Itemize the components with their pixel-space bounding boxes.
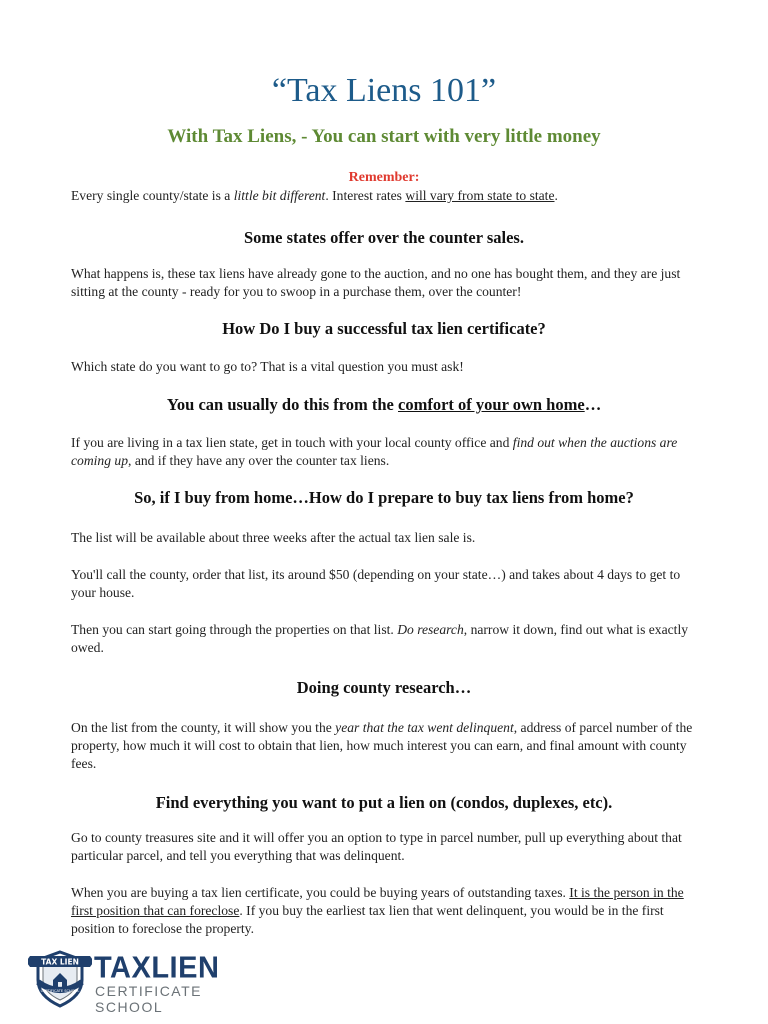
intro-paragraph: [71, 187, 699, 205]
paragraph-which-state: Which state do you want to go to? That is a vital question you must ask!: [71, 359, 464, 374]
paragraph-first-position: [71, 884, 699, 938]
paragraph-county-list: [71, 719, 699, 773]
paragraph-over-counter: What happens is, these tax liens have already gone to the auction, and no one has bought them, and they are just sitting at the county - ready for you to swoop in a purchase them, over the counter!: [71, 266, 681, 299]
logo-wordmark: TAXLIEN: [94, 951, 220, 985]
page-subtitle: With Tax Liens, - You can start with very little money: [167, 126, 601, 147]
paragraph-call-county: You'll call the county, order that list, its around $50 (depending on your state…) and takes about 4 days to get to your house.: [71, 567, 681, 600]
heading-underlined: comfort of your own home: [398, 395, 585, 414]
intro-text: .: [554, 188, 558, 203]
para-text: If you are living in a tax lien state, get in touch with your local county office and: [71, 435, 513, 450]
paragraph-do-research: [71, 621, 699, 657]
intro-underlined: will vary from state to state: [405, 188, 555, 203]
remember-label: Remember:: [348, 170, 420, 185]
para-text: , narrow it down, find out what is exactly owed.: [71, 622, 689, 655]
school-logo: [28, 946, 228, 1015]
logo-tagline: CERTIFICATE SCHOOL: [95, 983, 202, 1015]
paragraph-treasurer-site: Go to county treasures site and it will offer you an option to type in parcel number, pull up everything about that particular parcel, and tell you everything that was delinquent.: [71, 830, 682, 863]
para-underlined: It is the person in the first position that can foreclose: [71, 885, 684, 918]
para-emphasis: year that the tax went delinquent: [335, 720, 514, 735]
heading-text: (condos, duplexes, etc).: [450, 793, 613, 812]
heading-text: …: [584, 395, 602, 414]
paragraph-list-availability: The list will be available about three weeks after the actual tax lien sale is.: [71, 530, 476, 545]
para-text: , address of parcel number of the property, how much it will cost to obtain that lien, how much interest you can earn, and final amount with county fees.: [71, 720, 693, 771]
heading-text: You can usually do this from the: [166, 395, 399, 414]
logo-badge-icon: [28, 946, 92, 1010]
page-title: “Tax Liens 101”: [271, 72, 497, 109]
badge-arc-text: CERTIFICATE SCHOOL: [40, 989, 80, 993]
intro-text: Every single county/state is a: [71, 188, 234, 203]
heading-text: Find everything you want to put a lien on: [155, 793, 451, 812]
section-heading-over-counter: Some states offer over the counter sales.: [244, 228, 524, 247]
intro-text: . Interest rates: [325, 188, 406, 203]
para-text: Then you can start going through the properties on that list.: [71, 622, 398, 637]
section-heading-from-home: [0, 395, 768, 415]
section-heading-find-everything: [0, 793, 768, 813]
para-text: . If you buy the earliest tax lien that went delinquent, you would be in the first position to foreclose the property.: [71, 903, 664, 936]
section-heading-prepare: So, if I buy from home…How do I prepare to buy tax liens from home?: [134, 488, 634, 507]
para-emphasis: Do research: [397, 622, 464, 637]
para-emphasis: find out when the auctions are coming up: [71, 435, 678, 468]
section-heading-how-to-buy: How Do I buy a successful tax lien certificate?: [222, 319, 546, 338]
para-text: When you are buying a tax lien certificate, you could be buying years of outstanding taxes.: [71, 885, 570, 900]
paragraph-lien-state: [71, 434, 699, 470]
section-heading-county-research: Doing county research…: [296, 678, 472, 697]
para-text: On the list from the county, it will show you the: [71, 720, 336, 735]
intro-emphasis: little bit different: [233, 188, 326, 203]
badge-top-text: TAX LIEN: [41, 957, 79, 967]
para-text: , and if they have any over the counter tax liens.: [128, 453, 390, 468]
